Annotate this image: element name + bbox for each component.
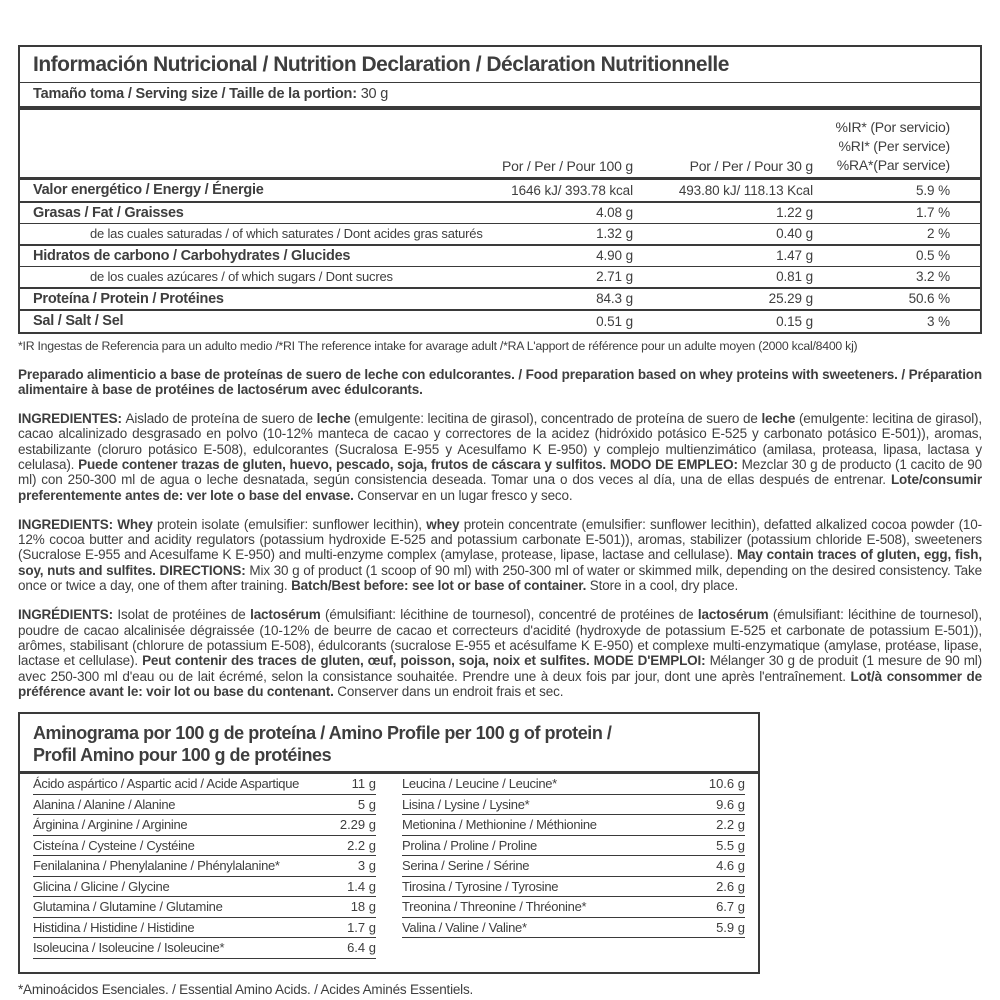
nutrition-row	[20, 266, 980, 287]
amino-acid-label: Metionina / Methionine / Méthionine	[402, 817, 597, 833]
amino-acid-value: 2.29 g	[339, 817, 376, 833]
amino-row	[402, 815, 745, 836]
bold-text-segment: Batch/Best before: see lot or base of container.	[291, 578, 587, 594]
col-header-per100: Por / Per / Pour 100 g	[501, 158, 633, 174]
ingredients-paragraph-es	[18, 411, 982, 503]
bold-text-segment: leche	[761, 411, 796, 427]
value-percent-ri: 3 %	[927, 313, 950, 329]
amino-acid-value: 10.6 g	[708, 776, 745, 792]
amino-row	[33, 897, 376, 918]
amino-acid-label: Serina / Serine / Sérine	[402, 858, 530, 874]
text-segment: Conserver dans un endroit frais et sec.	[333, 683, 564, 699]
amino-row	[33, 938, 376, 959]
nutrient-label: Valor energético / Energy / Énergie	[33, 182, 264, 198]
value-percent-ri: 5.9 %	[915, 182, 950, 198]
bold-text-segment: Lote/consumir preferentemente antes de: ver lote o base del envase.	[18, 472, 982, 503]
ingredients-paragraph-en	[18, 517, 982, 593]
text-segment: (emulgente: lecitina de girasol), cacao alcalinizado desgrasado en polvo (10-12% manteca de cacao y correctores de la acidez (hidróxido potásico E-525 y carbonato potásico E-501)), aromas, estabilizante (cloruro potásico E-508), edulcorantes (Sucralosa E-955 y Acesulfamo K E-950) y complejo multienzimático (amilasa, proteasa, lipasa, lactasa y celulasa).	[18, 411, 982, 472]
nutrition-facts-panel	[18, 45, 982, 334]
bold-text-segment: INGREDIENTES:	[18, 411, 126, 427]
essential-amino-footnote: *Aminoácidos Esenciales. / Essential Amino Acids. / Acides Aminés Essentiels.	[18, 981, 474, 997]
value-percent-ri: 1.7 %	[915, 205, 950, 220]
nutrition-title: Información Nutricional / Nutrition Declaration / Déclaration Nutritionnelle	[33, 53, 729, 76]
amino-acid-label: Histidina / Histidine / Histidine	[33, 919, 195, 935]
amino-acid-label: Valina / Valine / Valine*	[402, 919, 527, 935]
amino-acid-value: 2.2 g	[347, 837, 376, 853]
bold-text-segment: lactosérum	[697, 607, 769, 623]
bold-text-segment: Preparado alimenticio a base de proteínas de suero de leche con edulcorantes. / Food preparation based on whey proteins with sweeteners. / Préparation alimentaire à base de protéines de lactosérum avec édulcorants.	[18, 366, 982, 397]
text-line: %RA*(Par service)	[836, 157, 950, 173]
amino-acid-value: 3 g	[357, 858, 376, 874]
text-segment: protein concentrate (emulsifier: sunflower lecithin), defatted alkalized cocoa powder (10-12% cocoa butter and acidity regulators (potassium hydroxide E-525 and potassium carbonate E-501)), aromas, stabilizer (potassium chloride E-508), sweeteners (Sucralose E-955 and Acesulfame K E-950) and multi-enzyme complex (amylase, protease, lipase, lactase and cellulase).	[18, 516, 982, 563]
amino-acid-value: 4.6 g	[716, 858, 745, 874]
text-line: Aminograma por 100 g de proteína / Amino Profile per 100 g of protein /	[33, 723, 612, 744]
col-header-percent-ri	[813, 118, 980, 175]
ingredients-paragraph-fr	[18, 607, 982, 699]
product-description-paragraph	[18, 367, 982, 398]
amino-acid-label: Tirosina / Tyrosine / Tyrosine	[402, 878, 559, 894]
amino-acid-label: Glicina / Glicine / Glycine	[33, 878, 170, 894]
amino-acid-value: 5.5 g	[716, 837, 745, 853]
value-per-30g: 0.15 g	[776, 313, 813, 329]
amino-col-left	[33, 774, 376, 959]
text-segment: Conservar en un lugar fresco y seco.	[353, 487, 573, 503]
value-percent-ri: 3.2 %	[915, 269, 950, 284]
text-line: %IR* (Por servicio)	[835, 119, 950, 135]
bold-text-segment: lactosérum	[250, 607, 321, 623]
amino-row	[33, 795, 376, 816]
text-segment: protein isolate (emulsifier: sunflower lecithin),	[152, 516, 427, 532]
value-per-30g: 1.22 g	[776, 205, 813, 220]
value-per-100g: 84.3 g	[596, 291, 633, 306]
amino-acid-label: Prolina / Proline / Proline	[402, 837, 537, 853]
value-per-30g: 0.40 g	[776, 226, 813, 241]
nutrition-row	[20, 244, 980, 267]
value-per-30g: 25.29 g	[768, 291, 813, 306]
serving-size-line	[20, 83, 980, 106]
text-segment: Mélanger 30 g de produit (1 mesure de 90 ml) avec 250-300 ml d'eau ou de lait écrémé, selon la consistance souhaitée. Prendre une à deux fois par jour, dont une après l'entraînement.	[18, 653, 982, 684]
nutrition-row	[20, 201, 980, 224]
amino-acid-label: Ácido aspártico / Aspartic acid / Acide Aspartique	[33, 776, 300, 792]
nutrition-table-header	[20, 110, 980, 177]
amino-acid-label: Glutamina / Glutamine / Glutamine	[33, 899, 223, 915]
amino-acid-value: 18 g	[350, 899, 376, 915]
value-per-100g: 0.51 g	[596, 313, 633, 329]
amino-acid-label: Lisina / Lysine / Lysine*	[402, 796, 530, 812]
amino-row	[33, 856, 376, 877]
bold-text-segment: May contain traces of gluten, egg, fish, soy, nuts and sulfites. DIRECTIONS:	[18, 547, 982, 578]
amino-acid-value: 6.7 g	[716, 899, 745, 915]
amino-row	[402, 877, 745, 898]
text-segment: (emulgente: lecitina de girasol), concentrado de proteína de suero de	[350, 411, 762, 427]
nutrient-label: de los cuales azúcares / of which sugars / Dont sucres	[90, 269, 393, 284]
amino-acid-value: 2.2 g	[716, 817, 745, 833]
amino-table	[20, 774, 758, 972]
value-per-100g: 2.71 g	[596, 269, 633, 284]
amino-acid-label: Árginina / Arginine / Arginine	[33, 817, 188, 833]
amino-row	[33, 774, 376, 795]
amino-row	[33, 815, 376, 836]
amino-acid-value: 11 g	[351, 776, 376, 792]
amino-acid-value: 6.4 g	[347, 940, 376, 956]
value-per-30g: 0.81 g	[776, 269, 813, 284]
nutrient-label: Hidratos de carbono / Carbohydrates / Glucides	[33, 247, 351, 264]
amino-acid-label: Cisteína / Cysteine / Cystéine	[33, 837, 195, 853]
text-line: Profil Amino pour 100 g de protéines	[33, 745, 332, 766]
amino-row	[402, 795, 745, 816]
nutrition-row	[20, 287, 980, 310]
text-segment: Aislado de proteína de suero de	[125, 411, 317, 427]
amino-acid-value: 5 g	[357, 796, 376, 812]
amino-col-right	[402, 774, 745, 938]
value-per-100g: 1646 kJ/ 393.78 kcal	[511, 182, 633, 198]
value-per-100g: 4.90 g	[596, 248, 633, 263]
bold-text-segment: INGREDIENTS: Whey	[18, 516, 153, 532]
amino-acid-label: Alanina / Alanine / Alanine	[33, 796, 176, 812]
text-line: %RI* (Per service)	[838, 138, 950, 154]
amino-row	[402, 856, 745, 877]
value-per-100g: 1.32 g	[596, 226, 633, 241]
serving-size-label: Tamaño toma / Serving size / Taille de la portion:	[33, 86, 357, 102]
bold-text-segment: Peut contenir des traces de gluten, œuf, poisson, soja, noix et sulfites. MODE D'EMPLOI:	[142, 653, 706, 669]
bold-text-segment: Puede contener trazas de gluten, huevo, pescado, soja, frutos de cáscara y sulfitos. MODO DE EMPLEO:	[78, 456, 738, 472]
amino-row	[33, 918, 376, 939]
nutrition-rows	[20, 180, 980, 332]
text-segment: Mix 30 g of product (1 scoop of 90 ml) with 250-300 ml of water or skimmed milk, depending on the desired consistency. Take once or twice a day, one of them after training.	[18, 562, 982, 594]
amino-acid-value: 2.6 g	[716, 878, 745, 894]
bold-text-segment: Lot/à consommer de préférence avant le: voir lot ou base du contenant.	[18, 668, 982, 699]
amino-row	[402, 836, 745, 857]
serving-size-value: 30 g	[360, 86, 389, 102]
reference-intake-footnote: *IR Ingestas de Referencia para un adulto medio /*RI The reference intake for avarage adult /*RA L'apport de référence pour un adulte moyen (2000 kcal/8400 kj)	[18, 338, 858, 353]
amino-row	[402, 774, 745, 795]
nutrient-label: Proteína / Protein / Protéines	[33, 290, 224, 307]
nutrient-label: Grasas / Fat / Graisses	[33, 204, 184, 221]
amino-acid-label: Leucina / Leucine / Leucine*	[402, 776, 557, 792]
value-percent-ri: 0.5 %	[915, 248, 950, 263]
amino-acid-label: Isoleucina / Isoleucine / Isoleucine*	[33, 940, 225, 956]
amino-acid-value: 5.9 g	[716, 919, 745, 935]
amino-acid-value: 9.6 g	[716, 796, 745, 812]
nutrition-row	[20, 223, 980, 244]
value-per-100g: 4.08 g	[596, 205, 633, 220]
text-segment: Mezclar 30 g de producto (1 cacito de 90 ml) con 250-300 ml de agua o leche desnatada, según consistencia deseada. Tomar una o dos veces al día, una de ellas después de entrenar.	[18, 456, 982, 488]
value-percent-ri: 2 %	[927, 226, 950, 241]
amino-row	[33, 877, 376, 898]
amino-row	[33, 836, 376, 857]
text-segment: Isolat de protéines de	[117, 607, 251, 623]
text-segment: Store in a cool, dry place.	[586, 578, 739, 594]
value-per-30g: 1.47 g	[776, 248, 813, 263]
nutrition-row	[20, 180, 980, 201]
nutrient-label: Sal / Salt / Sel	[33, 313, 124, 329]
amino-row	[402, 897, 745, 918]
text-segment: (émulsifiant: lécithine de tournesol), concentré de protéines de	[320, 607, 698, 623]
bold-text-segment: whey	[426, 516, 460, 532]
value-percent-ri: 50.6 %	[908, 291, 950, 306]
amino-acid-value: 1.4 g	[347, 878, 376, 894]
text-segment: (émulsifiant: lécithine de tournesol), poudre de cacao alcalinisée dégraissée (10-12% de beurre de cacao et correcteurs d'acidité (hydroxyde de potassium E-525 et carbonate de potassium E-501)), arômes, stabilisant (chlorure de potassium E-508), édulcorants (sucralose E-955 et acésulfame K E-950) et complexe multi-enzymatique (amylase, protéase, lipase, lactase et cellulase).	[18, 607, 982, 669]
amino-row	[402, 918, 745, 939]
nutrient-label: de las cuales saturadas / of which saturates / Dont acides gras saturés	[90, 226, 483, 241]
col-header-per30: Por / Per / Pour 30 g	[689, 158, 813, 174]
bold-text-segment: INGRÉDIENTS:	[18, 607, 118, 623]
nutrition-row	[20, 309, 980, 332]
bold-text-segment: leche	[316, 411, 351, 427]
amino-acid-value: 1.7 g	[347, 919, 376, 935]
amino-acid-label: Treonina / Threonine / Thréonine*	[402, 899, 587, 915]
amino-acid-label: Fenilalanina / Phenylalanine / Phénylalanine*	[33, 858, 280, 874]
amino-profile-panel	[18, 712, 760, 974]
value-per-30g: 493.80 kJ/ 118.13 Kcal	[678, 182, 813, 198]
amino-profile-title	[20, 714, 758, 771]
